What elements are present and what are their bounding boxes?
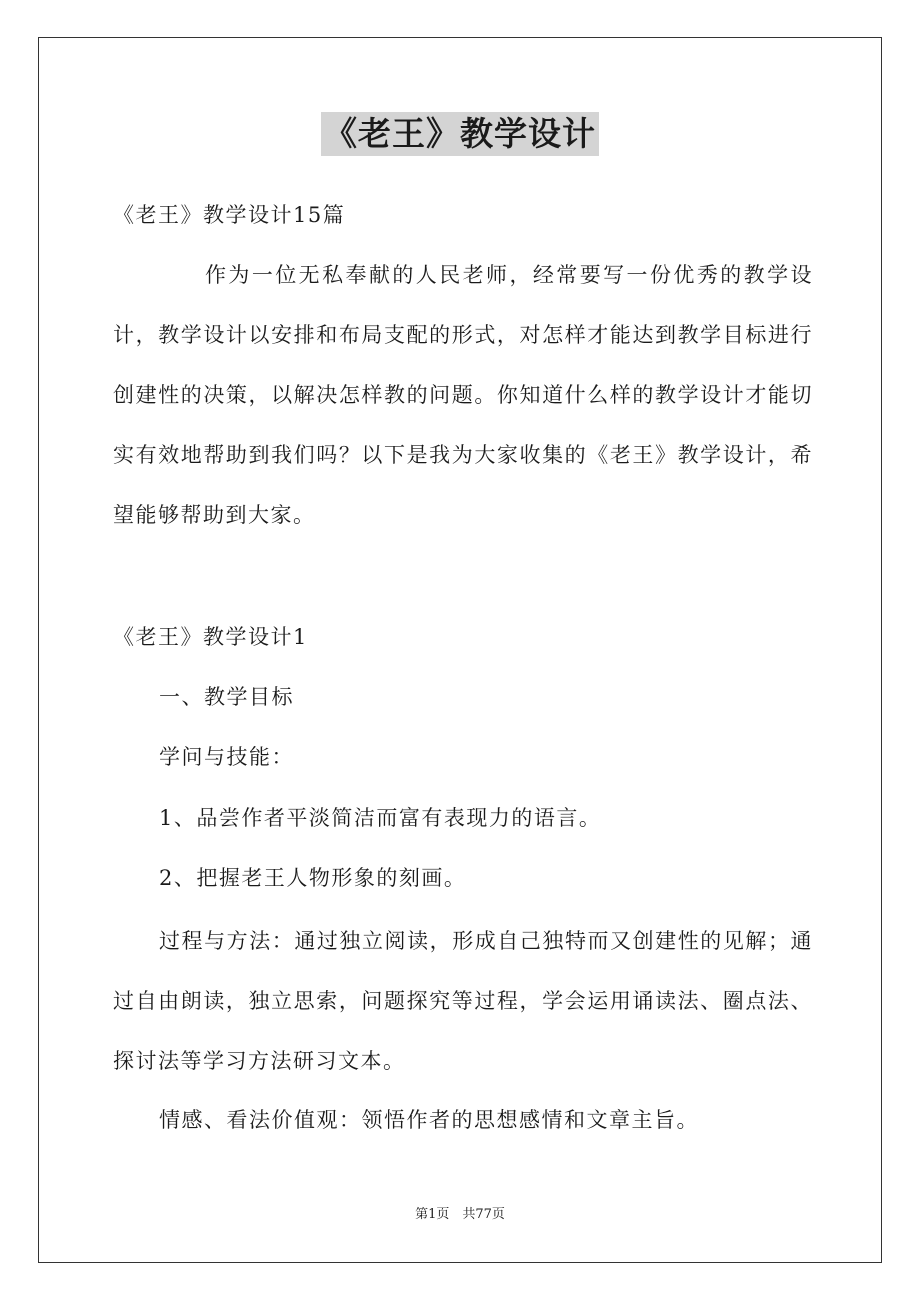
knowledge-heading: 学问与技能： xyxy=(159,745,294,769)
document-title: 《老王》教学设计 xyxy=(321,112,599,156)
list-item-2: 2、把握老王人物形象的刻画。 xyxy=(159,866,467,890)
objective-heading: 一、教学目标 xyxy=(159,685,294,709)
intro-paragraph: 作为一位无私奉献的人民老师，经常要写一份优秀的教学设计，教学设计以安排和布局支配的形式，对怎样才能达到教学目标进行创建性的决策，以解决怎样教的问题。你知道什么样的教学设计才能切实有效地帮助到我们吗？以下是我为大家收集的《老王》教学设计，希望能够帮助到大家。 xyxy=(113,263,813,527)
list-item-1: 1、品尝作者平淡简洁而富有表现力的语言。 xyxy=(159,806,602,830)
page-footer: 第1页 共77页 xyxy=(415,1207,505,1222)
section-title: 《老王》教学设计1 xyxy=(113,625,308,649)
emotion-paragraph: 情感、看法价值观：领悟作者的思想感情和文章主旨。 xyxy=(159,1108,699,1132)
process-paragraph: 过程与方法：通过独立阅读，形成自己独特而又创建性的见解；通过自由朗读，独立思索，问题探究等过程，学会运用诵读法、圈点法、探讨法等学习方法研习文本。 xyxy=(113,929,813,1073)
title-container xyxy=(0,112,920,156)
document-subtitle: 《老王》教学设计15篇 xyxy=(113,203,346,227)
